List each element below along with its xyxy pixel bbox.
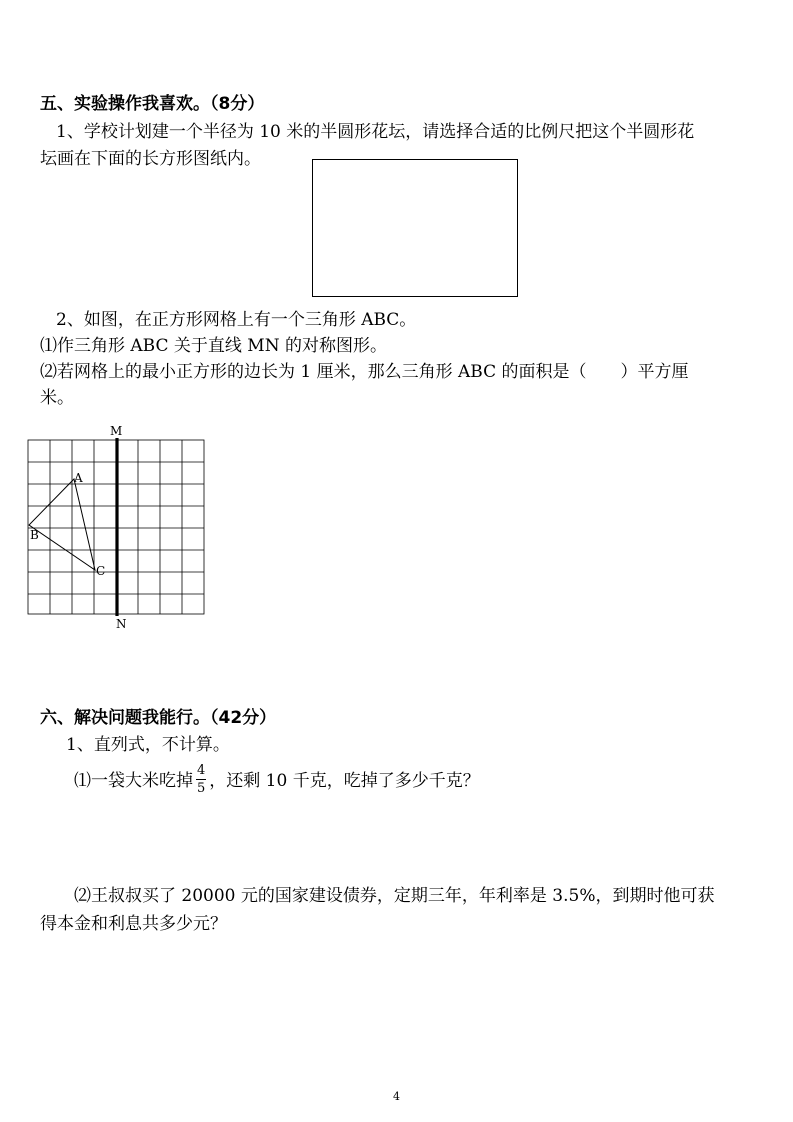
q6-1-part2-line2: 得本金和利息共多少元？ [40,914,227,934]
q6-1-intro: 1、直列式，不计算。 [66,735,230,755]
section-6-title: 六、解决问题我能行。（42分） [40,708,277,728]
q5-2-intro: 2、如图，在正方形网格上有一个三角形 ABC。 [56,310,417,330]
triangle-abc [29,479,95,570]
label-b: B [30,528,39,542]
q6-1-part1-after: ，还剩 10 千克，吃掉了多少千克？ [209,771,480,791]
q5-1-line2: 坛画在下面的长方形图纸内。 [40,149,261,169]
label-a: A [74,471,83,485]
rectangle-drawing-area[interactable] [312,159,518,297]
q6-1-part1 [74,763,480,797]
q5-2-part1: ⑴作三角形 ABC 关于直线 MN 的对称图形。 [40,336,387,356]
q5-2-part2-line2: 米。 [40,388,74,408]
label-n: N [116,617,127,631]
q5-1-line1: 1、学校计划建一个半径为 10 米的半圆形花坛，请选择合适的比例尺把这个半圆形花 [56,122,695,142]
q6-1-part1-before: ⑴一袋大米吃掉 [74,771,193,791]
label-c: C [96,564,106,578]
page-number: 4 [393,1090,400,1103]
fraction-denominator: 5 [197,781,206,796]
square-grid-figure [20,420,220,635]
fraction-numerator: 4 [197,763,206,778]
label-m: M [110,424,123,438]
q6-1-part2-line1: ⑵王叔叔买了 20000 元的国家建设债券，定期三年，年利率是 3.5%，到期时他可获 [74,886,715,906]
q5-2-part2-line1: ⑵若网格上的最小正方形的边长为 1 厘米，那么三角形 ABC 的面积是（ ）平方厘 [40,362,689,382]
fraction-four-fifths [196,764,206,795]
section-5-title: 五、实验操作我喜欢。（8分） [40,94,265,114]
